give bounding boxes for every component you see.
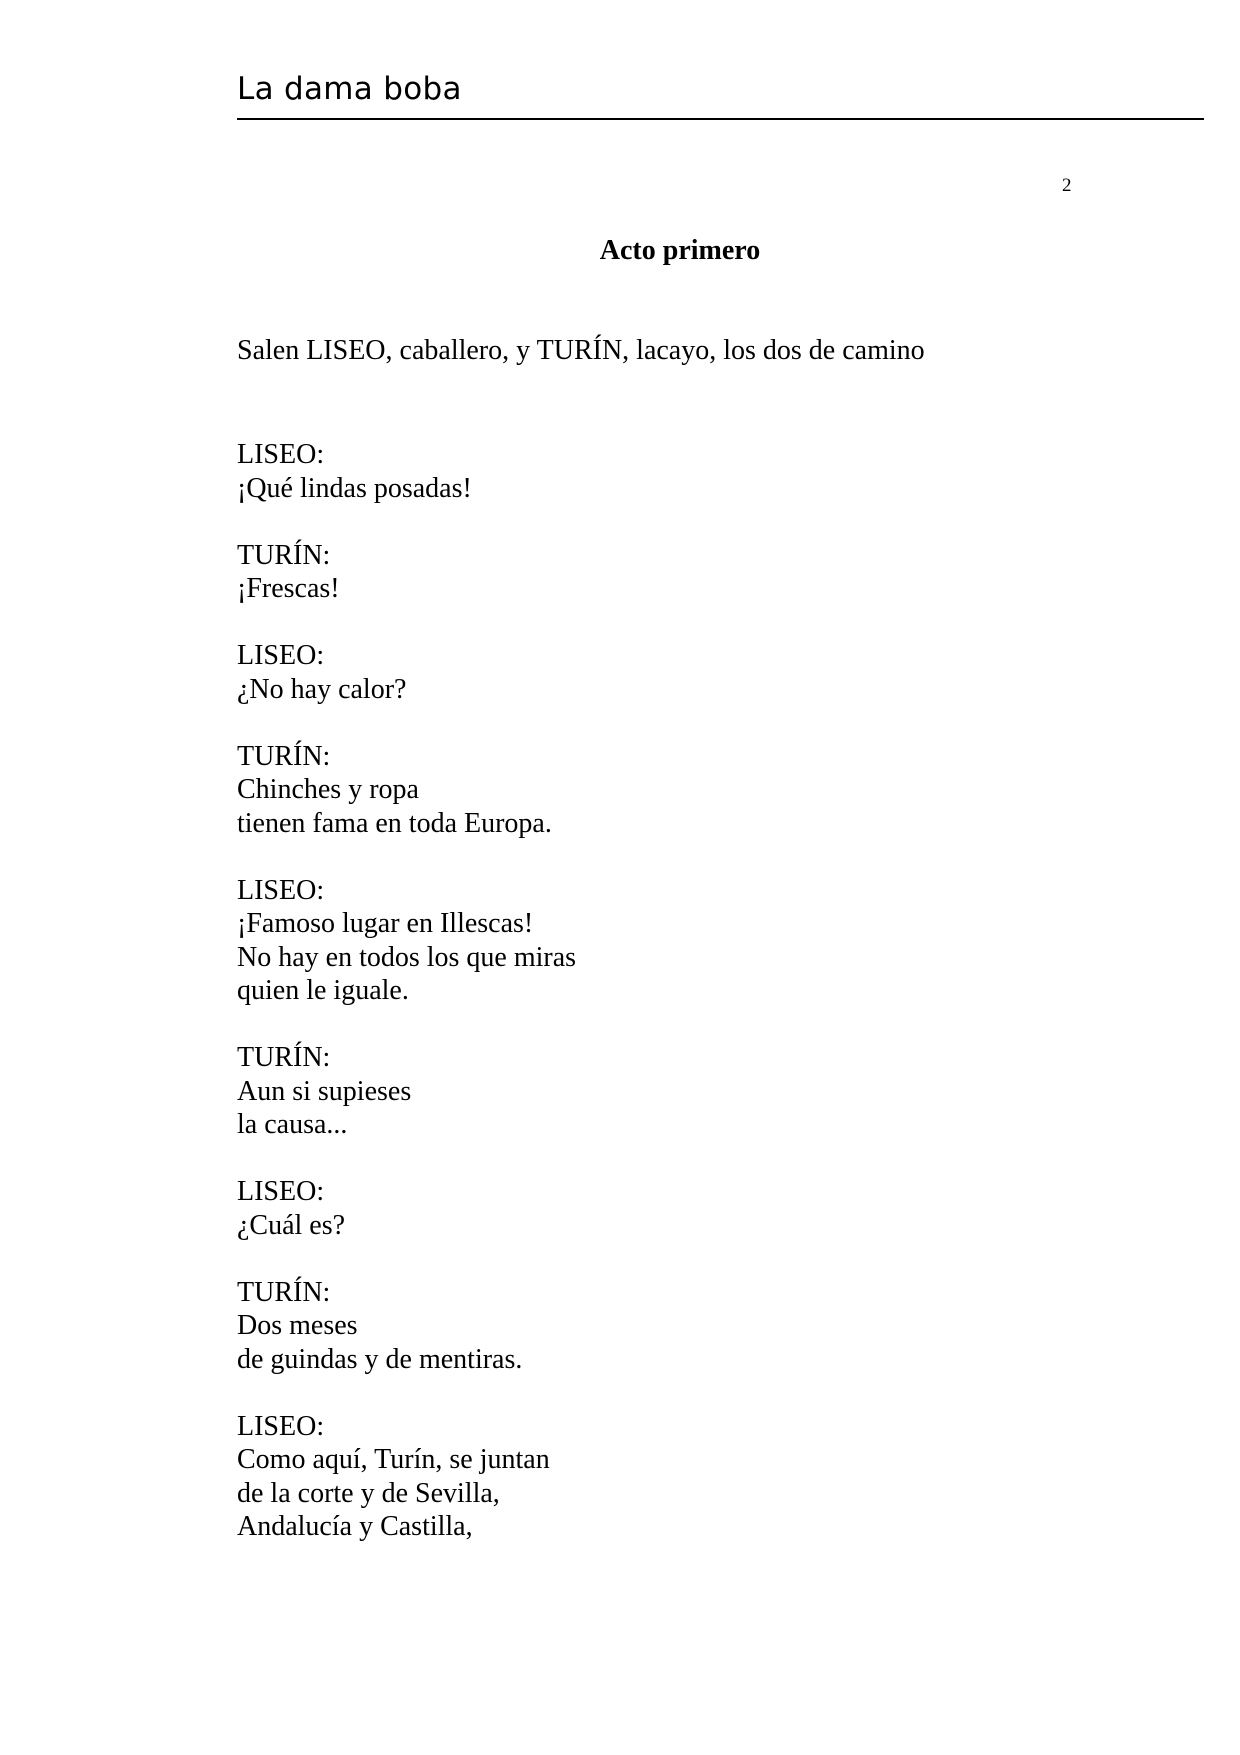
speech-block [237, 1276, 1137, 1377]
stage-direction: Salen LISEO, caballero, y TURÍN, lacayo, los dos de camino [237, 335, 925, 366]
verse-line: de la corte y de Sevilla, [237, 1477, 500, 1509]
running-header-title: La dama boba [237, 71, 462, 107]
speaker-name: LISEO: [237, 1176, 325, 1207]
act-title: Acto primero [599, 235, 761, 266]
speech-block [237, 539, 1137, 606]
verse-line: Como aquí, Turín, se juntan [237, 1444, 550, 1475]
verse-line: quien le iguale. [237, 975, 409, 1006]
speech-block [237, 874, 1137, 1008]
speaker-name: LISEO: [237, 439, 325, 470]
verse-line: Aun si supieses [237, 1075, 412, 1107]
header-rule [237, 118, 1204, 120]
verse-line: tienen fama en toda Europa. [237, 807, 552, 839]
speaker-name: TURÍN: [237, 740, 331, 772]
speaker-name: LISEO: [237, 874, 325, 906]
speaker-name: TURÍN: [237, 1276, 331, 1308]
speech-block [237, 1041, 1137, 1142]
speech-block [237, 1410, 1137, 1544]
verse-line: ¡Qué lindas posadas! [237, 472, 472, 504]
page-number: 2 [1062, 175, 1072, 196]
dialogue [237, 438, 1137, 1577]
speech-block [237, 639, 1137, 706]
speaker-name: TURÍN: [237, 539, 331, 571]
speaker-name: LISEO: [237, 1410, 325, 1442]
verse-line: No hay en todos los que miras [237, 941, 577, 973]
verse-line: la causa... [237, 1109, 348, 1140]
speaker-name: TURÍN: [237, 1042, 331, 1073]
verse-line: ¡Famoso lugar en Illescas! [237, 908, 534, 939]
speech-block [237, 438, 1137, 505]
speech-block [237, 740, 1137, 841]
speaker-name: LISEO: [237, 640, 325, 671]
verse-line: ¡Frescas! [237, 573, 340, 604]
verse-line: de guindas y de mentiras. [237, 1343, 523, 1375]
verse-line: Andalucía y Castilla, [237, 1511, 473, 1542]
verse-line: Dos meses [237, 1310, 358, 1341]
verse-line: Chinches y ropa [237, 774, 419, 805]
speech-block [237, 1175, 1137, 1242]
verse-line: ¿No hay calor? [237, 673, 407, 705]
verse-line: ¿Cuál es? [237, 1209, 346, 1241]
